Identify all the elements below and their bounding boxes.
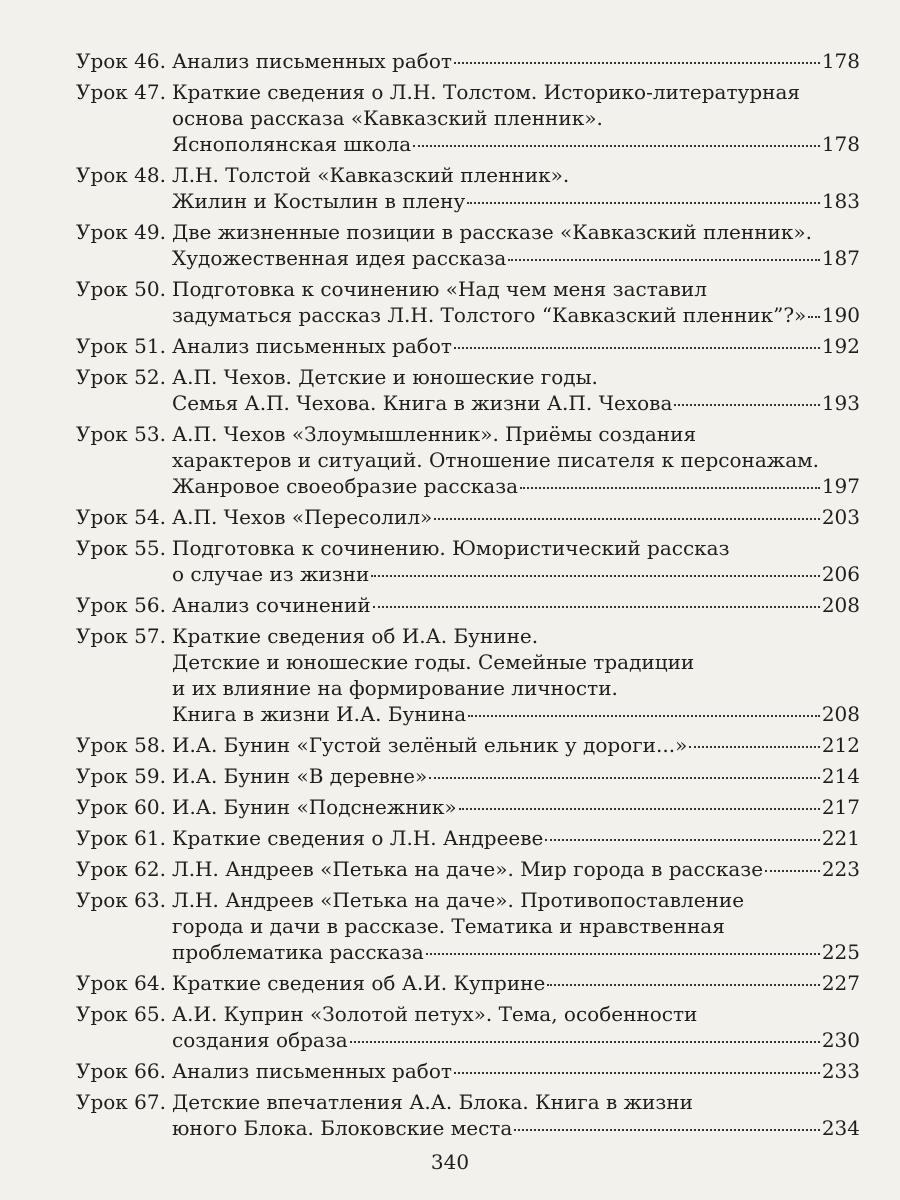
dot-leader bbox=[765, 870, 820, 872]
page-ref: 192 bbox=[821, 334, 860, 358]
lesson-title-line: А.П. Чехов. Детские и юношеские годы. bbox=[172, 365, 598, 389]
toc-entry bbox=[76, 623, 860, 732]
toc-entry bbox=[76, 1089, 860, 1146]
lesson-title-line: Краткие сведения о Л.Н. Андрееве bbox=[172, 826, 544, 850]
toc-entry bbox=[76, 333, 860, 364]
lesson-title-line: А.И. Куприн «Золотой петух». Тема, особенности bbox=[172, 1002, 698, 1026]
lesson-title-line: Детские впечатления А.А. Блока. Книга в жизни bbox=[172, 1090, 693, 1114]
dot-leader bbox=[454, 1072, 820, 1074]
toc-entry bbox=[76, 364, 860, 421]
page-ref: 206 bbox=[821, 562, 860, 586]
lesson-title-line: задуматься рассказ Л.Н. Толстого “Кавказский пленник”?» bbox=[172, 303, 807, 327]
lesson-title-line: Жанровое своеобразие рассказа bbox=[172, 474, 519, 498]
dot-leader bbox=[468, 715, 820, 717]
toc-entry bbox=[76, 732, 860, 763]
dot-leader bbox=[434, 518, 820, 520]
lesson-label: Урок 61. bbox=[76, 826, 166, 850]
lesson-title-line: города и дачи в рассказе. Тематика и нравственная bbox=[172, 914, 725, 938]
page-ref: 178 bbox=[821, 132, 860, 156]
toc-entry bbox=[76, 592, 860, 623]
dot-leader bbox=[674, 404, 819, 406]
page-ref: 234 bbox=[821, 1116, 860, 1140]
dot-leader bbox=[371, 575, 820, 577]
lesson-label: Урок 53. bbox=[76, 422, 166, 446]
lesson-title-line: Две жизненные позиции в рассказе «Кавказский пленник». bbox=[172, 220, 812, 244]
page-ref: 225 bbox=[821, 940, 860, 964]
dot-leader bbox=[520, 487, 820, 489]
page-ref: 187 bbox=[821, 246, 860, 270]
toc-entry bbox=[76, 856, 860, 887]
page-ref: 217 bbox=[821, 795, 860, 819]
lesson-title-line: и их влияние на формирование личности. bbox=[172, 676, 618, 700]
lesson-title-line: А.П. Чехов «Пересолил» bbox=[172, 505, 433, 529]
page-ref: 208 bbox=[821, 702, 860, 726]
lesson-title-line: Краткие сведения об А.И. Куприне bbox=[172, 971, 546, 995]
toc-entry bbox=[76, 825, 860, 856]
lesson-title-line: Жилин и Костылин в плену bbox=[172, 189, 466, 213]
dot-leader bbox=[547, 984, 819, 986]
lesson-label: Урок 60. bbox=[76, 795, 166, 819]
lesson-title-line: характеров и ситуаций. Отношение писателя к персонажам. bbox=[172, 448, 820, 472]
lesson-label: Урок 62. bbox=[76, 857, 166, 881]
lesson-label: Урок 49. bbox=[76, 220, 166, 244]
dot-leader bbox=[413, 145, 820, 147]
dot-leader bbox=[508, 259, 819, 261]
dot-leader bbox=[373, 606, 820, 608]
page-ref: 183 bbox=[821, 189, 860, 213]
dot-leader bbox=[350, 1041, 820, 1043]
lesson-title-line: И.А. Бунин «Подснежник» bbox=[172, 795, 457, 819]
toc-entry bbox=[76, 794, 860, 825]
lesson-title-line: Семья А.П. Чехова. Книга в жизни А.П. Чехова bbox=[172, 391, 673, 415]
lesson-title-line: Краткие сведения об И.А. Бунине. bbox=[172, 624, 539, 648]
toc-entry bbox=[76, 79, 860, 162]
toc-entry bbox=[76, 48, 860, 79]
dot-leader bbox=[467, 202, 820, 204]
lesson-label: Урок 65. bbox=[76, 1002, 166, 1026]
page-ref: 193 bbox=[821, 391, 860, 415]
dot-leader bbox=[454, 347, 820, 349]
lesson-title-line: Анализ сочинений bbox=[172, 593, 371, 617]
lesson-title-line: основа рассказа «Кавказский пленник». bbox=[172, 106, 603, 130]
lesson-title-line: Яснополянская школа bbox=[172, 132, 412, 156]
lesson-label: Урок 66. bbox=[76, 1059, 166, 1083]
lesson-title-line: Художественная идея рассказа bbox=[172, 246, 507, 270]
lesson-label: Урок 67. bbox=[76, 1090, 166, 1114]
page-ref: 227 bbox=[821, 971, 860, 995]
lesson-label: Урок 57. bbox=[76, 624, 166, 648]
dot-leader bbox=[689, 746, 819, 748]
toc-entry bbox=[76, 219, 860, 276]
lesson-title-line: о случае из жизни bbox=[172, 562, 370, 586]
dot-leader bbox=[454, 62, 820, 64]
dot-leader bbox=[459, 808, 820, 810]
toc-entry bbox=[76, 504, 860, 535]
page-ref: 233 bbox=[821, 1059, 860, 1083]
page-ref: 203 bbox=[821, 505, 860, 529]
lesson-title-line: Анализ письменных работ bbox=[172, 1059, 452, 1083]
toc-entry bbox=[76, 1001, 860, 1058]
dot-leader bbox=[426, 953, 820, 955]
table-of-contents bbox=[76, 48, 860, 1146]
lesson-label: Урок 46. bbox=[76, 49, 166, 73]
dot-leader bbox=[514, 1129, 820, 1131]
toc-entry bbox=[76, 1058, 860, 1089]
lesson-label: Урок 54. bbox=[76, 505, 166, 529]
lesson-title-line: Л.Н. Андреев «Петька на даче». Мир города в рассказе bbox=[172, 857, 764, 881]
page-ref: 212 bbox=[821, 733, 860, 757]
dot-leader bbox=[545, 839, 819, 841]
lesson-title-line: И.А. Бунин «Густой зелёный ельник у дороги...» bbox=[172, 733, 688, 757]
lesson-label: Урок 59. bbox=[76, 764, 166, 788]
lesson-title-line: Л.Н. Толстой «Кавказский пленник». bbox=[172, 163, 570, 187]
toc-entry bbox=[76, 887, 860, 970]
lesson-label: Урок 55. bbox=[76, 536, 166, 560]
toc-entry bbox=[76, 535, 860, 592]
lesson-title-line: Детские и юношеские годы. Семейные традиции bbox=[172, 650, 695, 674]
lesson-label: Урок 47. bbox=[76, 80, 166, 104]
lesson-label: Урок 52. bbox=[76, 365, 166, 389]
page-number: 340 bbox=[430, 1150, 470, 1174]
lesson-title-line: Книга в жизни И.А. Бунина bbox=[172, 702, 467, 726]
lesson-label: Урок 48. bbox=[76, 163, 166, 187]
lesson-label: Урок 51. bbox=[76, 334, 166, 358]
lesson-title-line: Подготовка к сочинению «Над чем меня заставил bbox=[172, 277, 707, 301]
lesson-title-line: А.П. Чехов «Злоумышленник». Приёмы создания bbox=[172, 422, 697, 446]
lesson-label: Урок 64. bbox=[76, 971, 166, 995]
lesson-title-line: Л.Н. Андреев «Петька на даче». Противопоставление bbox=[172, 888, 745, 912]
lesson-title-line: Подготовка к сочинению. Юмористический рассказ bbox=[172, 536, 730, 560]
dot-leader bbox=[429, 777, 820, 779]
page-ref: 197 bbox=[821, 474, 860, 498]
toc-entry bbox=[76, 276, 860, 333]
lesson-title-line: Анализ письменных работ bbox=[172, 334, 452, 358]
lesson-label: Урок 58. bbox=[76, 733, 166, 757]
lesson-title-line: создания образа bbox=[172, 1028, 348, 1052]
page-ref: 214 bbox=[821, 764, 860, 788]
lesson-title-line: юного Блока. Блоковские места bbox=[172, 1116, 513, 1140]
page-ref: 223 bbox=[821, 857, 860, 881]
page-ref: 178 bbox=[821, 49, 860, 73]
toc-entry bbox=[76, 162, 860, 219]
lesson-title-line: проблематика рассказа bbox=[172, 940, 424, 964]
lesson-label: Урок 56. bbox=[76, 593, 166, 617]
dot-leader bbox=[808, 316, 820, 318]
page-ref: 230 bbox=[821, 1028, 860, 1052]
page-ref: 221 bbox=[821, 826, 860, 850]
toc-entry bbox=[76, 421, 860, 504]
lesson-label: Урок 63. bbox=[76, 888, 166, 912]
page-ref: 190 bbox=[821, 303, 860, 327]
lesson-title-line: И.А. Бунин «В деревне» bbox=[172, 764, 428, 788]
page-ref: 208 bbox=[821, 593, 860, 617]
lesson-title-line: Анализ письменных работ bbox=[172, 49, 452, 73]
lesson-title-line: Краткие сведения о Л.Н. Толстом. Историко-литературная bbox=[172, 80, 800, 104]
lesson-label: Урок 50. bbox=[76, 277, 166, 301]
toc-entry bbox=[76, 763, 860, 794]
toc-entry bbox=[76, 970, 860, 1001]
